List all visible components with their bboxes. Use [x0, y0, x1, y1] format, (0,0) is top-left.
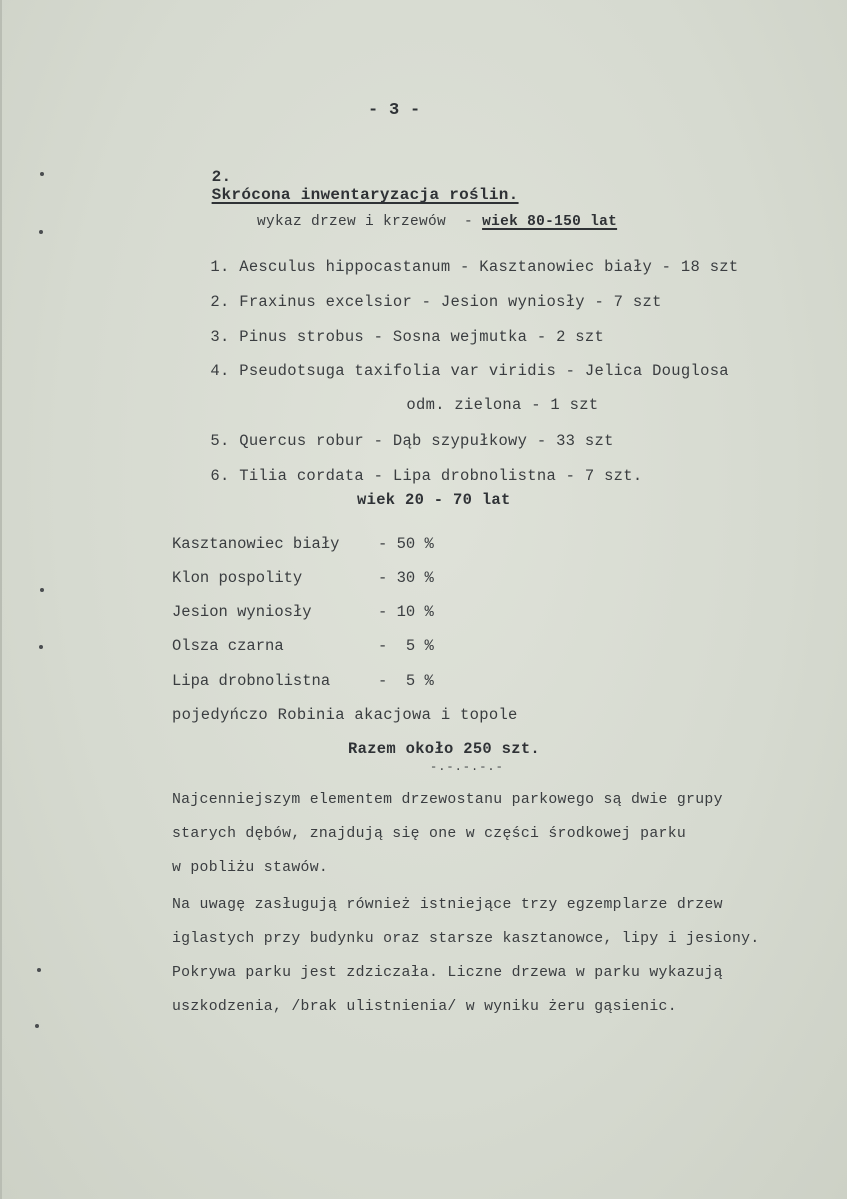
list-text: Pseudotsuga taxifolia var viridis - Jelica Douglosa: [239, 362, 729, 380]
margin-dot: [40, 172, 44, 176]
subheading: [221, 198, 617, 246]
young-name: Olsza czarna: [172, 637, 284, 655]
young-pct: - 50 %: [378, 535, 434, 553]
young-pct: - 10 %: [378, 603, 434, 621]
list-text: odm. zielona - 1 szt: [406, 396, 599, 414]
list-text: Pinus strobus - Sosna wejmutka - 2 szt: [239, 328, 605, 346]
list-text: Aesculus hippocastanum - Kasztanowiec biały - 18 szt: [239, 258, 739, 276]
young-name: Jesion wyniosły: [172, 603, 312, 621]
margin-dot: [37, 968, 41, 972]
margin-dot: [39, 230, 43, 234]
list-number: 2.: [210, 293, 230, 311]
paragraph-line: uszkodzenia, /brak ulistnienia/ w wyniku żeru gąsienic.: [172, 999, 677, 1015]
paragraph-line: Najcenniejszym elementem drzewostanu parkowego są dwie grupy: [172, 792, 723, 808]
subheading-age: wiek 80-150 lat: [482, 214, 618, 230]
section-title: Skrócona inwentaryzacja roślin.: [211, 186, 519, 204]
list-number: 3.: [210, 328, 230, 346]
young-pct: - 5 %: [378, 672, 434, 690]
page-number: - 3 -: [368, 101, 421, 120]
total: Razem około 250 szt.: [348, 740, 541, 758]
list-number: 4.: [210, 362, 230, 380]
list-text: Quercus robur - Dąb szypułkowy - 33 szt: [239, 432, 614, 450]
paragraph-line: iglastych przy budynku oraz starsze kasztanowce, lipy i jesiony.: [172, 931, 760, 947]
paragraph-line: Pokrywa parku jest zdziczała. Liczne drzewa w parku wykazują: [172, 965, 723, 981]
list-number: 1.: [210, 258, 230, 276]
young-name: Kasztanowiec biały: [172, 535, 340, 553]
young-name: Lipa drobnolistna: [172, 672, 331, 690]
young-name: Klon pospolity: [172, 569, 303, 587]
list-number: 6.: [210, 467, 230, 485]
subheading-text: wykaz drzew i krzewów -: [257, 214, 483, 230]
separator: -.-.-.-.-: [430, 760, 504, 774]
margin-dot: [40, 588, 44, 592]
section-number: 2.: [211, 168, 232, 186]
paragraph-line: starych dębów, znajdują się one w części środkowej parku: [172, 826, 687, 842]
paragraph-line: w pobliżu stawów.: [172, 860, 329, 876]
margin-dot: [39, 645, 43, 649]
margin-dot: [35, 1024, 39, 1028]
young-trees-heading: wiek 20 - 70 lat: [357, 491, 511, 509]
single-trees-note: pojedyńczo Robinia akacjowa i topole: [172, 706, 518, 724]
young-pct: - 30 %: [378, 569, 434, 587]
list-text: Fraxinus excelsior - Jesion wyniosły - 7 szt: [239, 293, 662, 311]
list-number: 5.: [210, 432, 230, 450]
list-text: Tilia cordata - Lipa drobnolistna - 7 szt.: [239, 467, 643, 485]
young-pct: - 5 %: [378, 637, 434, 655]
paragraph-line: Na uwagę zasługują również istniejące trzy egzemplarze drzew: [172, 897, 723, 913]
